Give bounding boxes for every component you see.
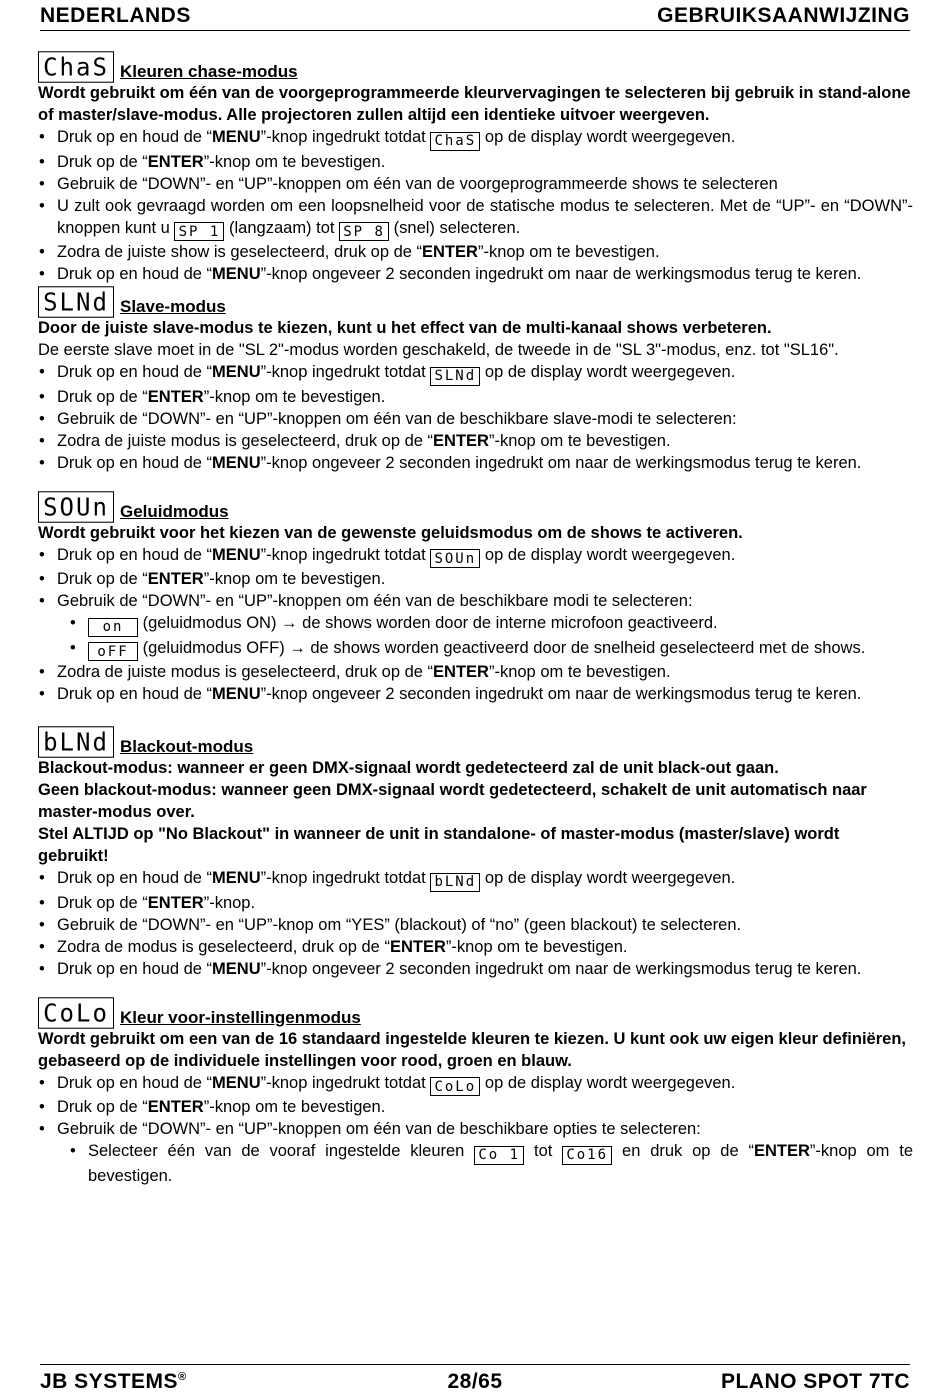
list-item: • Druk op en houd de “MENU”-knop ingedrukt totdat CoLo op de display wordt weergegeven. <box>38 1072 913 1097</box>
list-item: • U zult ook gevraagd worden om een loopsnelheid voor de statische modus te selecteren. Met de “UP”- en “DOWN”- knoppen kunt u SP 1 (langzaam) tot SP 8 (snel) selecteren. <box>38 195 913 242</box>
key-name: ENTER <box>147 152 204 171</box>
list-item: • Druk op en houd de “MENU”-knop ingedrukt totdat SOUn op de display wordt weergegeven. <box>38 544 913 569</box>
key-name: MENU <box>212 128 261 146</box>
section-title: Kleuren chase-modus <box>120 62 298 81</box>
instruction-list <box>38 867 913 980</box>
section-intro: Wordt gebruikt voor het kiezen van de gewenste geluidsmodus om de shows te activeren. <box>38 523 743 542</box>
section <box>38 52 913 285</box>
lcd-display-icon: on <box>88 618 138 637</box>
list-item: • Druk op de “ENTER”-knop om te bevestigen. <box>38 151 913 173</box>
instruction-list <box>38 126 913 285</box>
key-name: MENU <box>212 453 261 472</box>
list-item: • Zodra de modus is geselecteerd, druk op de “ENTER”-knop om te bevestigen. <box>38 936 913 958</box>
instruction-list <box>38 1072 913 1141</box>
section-spacer <box>38 474 913 492</box>
section <box>38 727 913 980</box>
key-name: MENU <box>212 1073 261 1092</box>
lcd-display-icon: SP 8 <box>339 222 389 241</box>
section-intro: Wordt gebruikt om één van de voorgeprogrammeerde kleurvervagingen te selecteren bij gebruik in stand-alone of master/slave-modus. Alle projectoren zullen altijd een identieke uitvoer weergeven. <box>38 84 911 124</box>
section-intro: Wordt gebruikt om een van de 16 standaard ingestelde kleuren te kiezen. U kunt ook uw eigen kleur definiëren, gebaseerd op de individuele instellingen voor rood, groen en blauw. <box>38 1029 906 1070</box>
instruction-list <box>38 544 913 613</box>
key-name: ENTER <box>433 431 489 450</box>
section-intro: Blackout-modus: wanneer er geen DMX-signaal wordt gedetecteerd zal de unit black-out gaan. <box>38 759 779 777</box>
key-name: MENU <box>212 869 261 887</box>
section-title: Kleur voor-instellingenmodus <box>120 1007 361 1027</box>
key-name: MENU <box>212 545 261 564</box>
list-item: • Gebruik de “DOWN”- en “UP”-knoppen om één van de beschikbare slave-modi te selecteren: <box>38 408 913 430</box>
section-heading <box>38 998 913 1028</box>
list-item: • Druk op de “ENTER”-knop om te bevestigen. <box>38 386 913 408</box>
instruction-list <box>38 361 913 474</box>
list-item: • Druk op en houd de “MENU”-knop ingedrukt totdat SLNd op de display wordt weergegeven. <box>38 361 913 386</box>
footer-model: PLANO SPOT 7TC <box>720 1370 910 1393</box>
key-name: MENU <box>212 685 261 703</box>
lcd-display-icon: SP 1 <box>174 222 224 241</box>
lcd-display-icon: Co16 <box>562 1146 612 1165</box>
lcd-display-icon: Co 1 <box>474 1146 524 1165</box>
list-item: • Zodra de juiste show is geselecteerd, druk op de “ENTER”-knop om te bevestigen. <box>38 241 913 263</box>
footer-page-number: 28/65 <box>447 1370 503 1393</box>
lcd-display-icon: ChaS <box>430 132 480 151</box>
footer-brand: JB SYSTEMS® <box>40 1370 187 1393</box>
lcd-display-icon: ChaS <box>38 51 114 83</box>
list-item: • Zodra de juiste modus is geselecteerd, druk op de “ENTER”-knop om te bevestigen. <box>38 661 913 683</box>
key-name: ENTER <box>147 1098 204 1116</box>
key-name: ENTER <box>753 1142 810 1160</box>
list-item: • Druk op en houd de “MENU”-knop ongeveer 2 seconden ingedrukt om naar de werkingsmodus terug te keren. <box>38 263 913 285</box>
section-spacer <box>38 980 913 998</box>
section-spacer <box>38 705 913 727</box>
sub-option-list <box>69 1140 913 1187</box>
key-name: ENTER <box>147 893 204 912</box>
list-item: • Zodra de juiste modus is geselecteerd, druk op de “ENTER”-knop om te bevestigen. <box>38 430 913 452</box>
list-item: • Selecteer één van de vooraf ingestelde kleuren Co 1 tot Co16 en druk op de “ENTER”-knop om te bevestigen. <box>69 1140 913 1187</box>
list-item: • Druk op en houd de “MENU”-knop ongeveer 2 seconden ingedrukt om naar de werkingsmodus terug te keren. <box>38 452 913 474</box>
page-footer <box>40 1364 910 1395</box>
section-title: Blackout-modus <box>120 737 254 756</box>
list-item: • Gebruik de “DOWN”- en “UP”-knop om “YES” (blackout) of “no” (geen blackout) te selecteren. <box>38 914 913 936</box>
section <box>38 287 913 474</box>
list-item: • Druk op en houd de “MENU”-knop ingedrukt totdat ChaS op de display wordt weergegeven. <box>38 126 913 151</box>
lcd-display-icon: SLNd <box>430 367 480 386</box>
list-item: • Druk op de “ENTER”-knop om te bevestigen. <box>38 1096 913 1118</box>
section-title: Geluidmodus <box>120 501 229 521</box>
header-language: NEDERLANDS <box>40 4 191 27</box>
manual-content <box>38 52 913 1187</box>
lcd-display-icon: bLNd <box>38 726 114 758</box>
section-note: De eerste slave moet in de "SL 2"-modus worden geschakeld, de tweede in de "SL 3"-modus, enz. tot "SL16". <box>38 341 839 359</box>
section-title: Slave-modus <box>120 297 226 316</box>
key-name: MENU <box>212 959 261 978</box>
list-item: • on (geluidmodus ON) → de shows worden door de interne microfoon geactiveerd. <box>69 612 913 637</box>
page-header <box>40 2 910 31</box>
key-name: MENU <box>212 363 261 381</box>
lcd-display-icon: CoLo <box>38 997 114 1029</box>
lcd-display-icon: bLNd <box>430 873 480 892</box>
section-heading <box>38 492 913 522</box>
key-name: ENTER <box>433 663 489 681</box>
header-doc-type: GEBRUIKSAANWIJZING <box>657 4 910 27</box>
list-item: • Gebruik de “DOWN”- en “UP”-knoppen om één van de beschikbare modi te selecteren: <box>38 590 913 612</box>
section <box>38 492 913 706</box>
lcd-display-icon: CoLo <box>430 1077 480 1096</box>
sub-option-list <box>69 612 913 661</box>
lcd-display-icon: SOUn <box>430 549 480 568</box>
list-item: • Druk op en houd de “MENU”-knop ongeveer 2 seconden ingedrukt om naar de werkingsmodus terug te keren. <box>38 958 913 980</box>
list-item: • Gebruik de “DOWN”- en “UP”-knoppen om één van de voorgeprogrammeerde shows te selecteren <box>38 173 913 195</box>
section-intro: Door de juiste slave-modus te kiezen, kunt u het effect van de multi-kanaal shows verbeteren. <box>38 319 772 337</box>
key-name: MENU <box>212 265 261 283</box>
lcd-display-icon: SLNd <box>38 286 114 318</box>
key-name: ENTER <box>422 243 478 261</box>
key-name: ENTER <box>389 937 446 956</box>
lcd-display-icon: oFF <box>88 642 138 661</box>
section-heading <box>38 287 913 317</box>
lcd-display-icon: SOUn <box>38 491 114 523</box>
list-item: • Druk op de “ENTER”-knop. <box>38 892 913 914</box>
section-intro: Stel ALTIJD op "No Blackout" in wanneer de unit in standalone- of master-modus (master/slave) wordt gebruikt! <box>38 825 840 865</box>
section <box>38 998 913 1187</box>
section-heading <box>38 52 913 82</box>
list-item: • Druk op en houd de “MENU”-knop ongeveer 2 seconden ingedrukt om naar de werkingsmodus terug te keren. <box>38 683 913 705</box>
key-name: ENTER <box>147 387 204 406</box>
section-intro: Geen blackout-modus: wanneer geen DMX-signaal wordt gedetecteerd, schakelt de unit automatisch naar master-modus over. <box>38 781 867 821</box>
list-item: • oFF (geluidmodus OFF) → de shows worden geactiveerd door de snelheid geselecteerd met de shows. <box>69 637 913 662</box>
list-item: • Druk op en houd de “MENU”-knop ingedrukt totdat bLNd op de display wordt weergegeven. <box>38 867 913 892</box>
instruction-list <box>38 661 913 705</box>
key-name: ENTER <box>147 570 204 588</box>
section-heading <box>38 727 913 757</box>
list-item: • Druk op de “ENTER”-knop om te bevestigen. <box>38 568 913 590</box>
list-item: • Gebruik de “DOWN”- en “UP”-knoppen om één van de beschikbare opties te selecteren: <box>38 1118 913 1140</box>
